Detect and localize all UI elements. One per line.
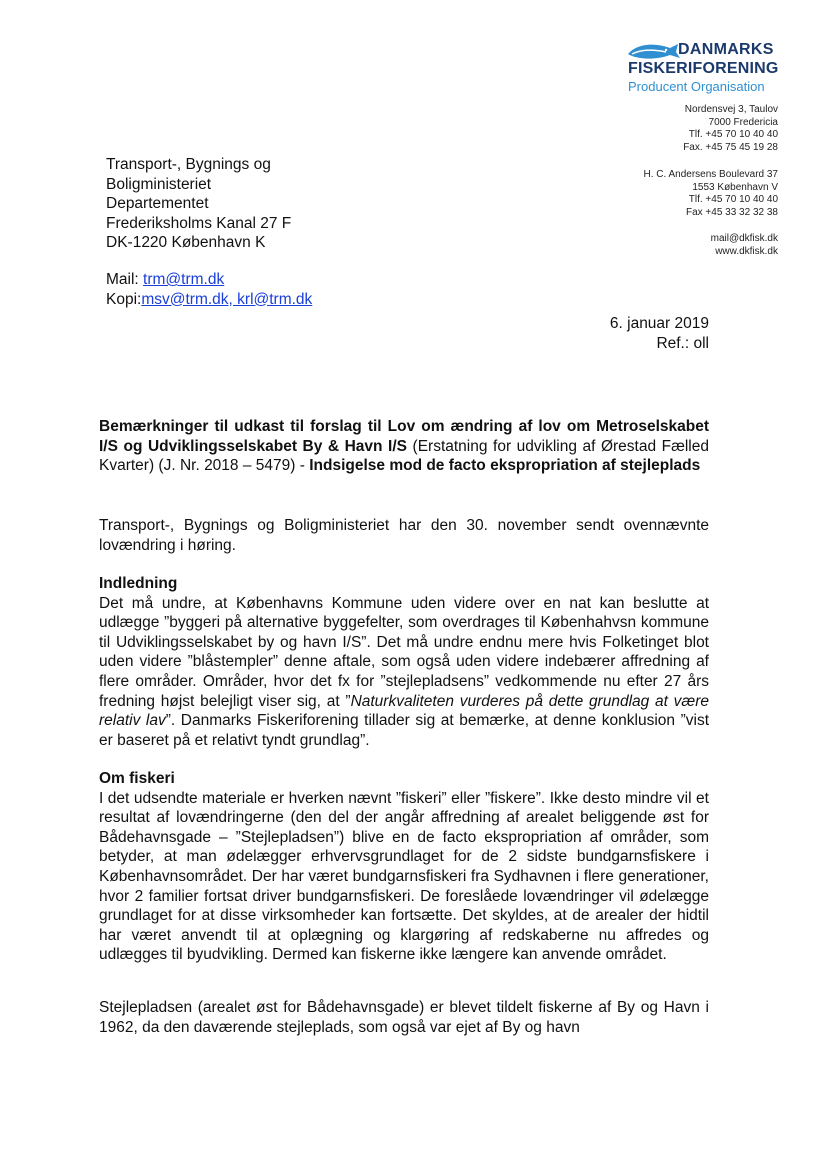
section-quote: Naturkvaliteten vurderes på dette grundlag at være relativ lav [99, 692, 709, 730]
paragraph-text: Stejlepladsen (arealet øst for Bådehavnsgade) er blevet tildelt fiskerne af By og Havn i 1962, da den daværende stejleplads, som også var ejet af By og havn [99, 999, 709, 1036]
recipient-line: Frederiksholms Kanal 27 F [106, 214, 292, 232]
subject-normal: (Erstatning for udvikling af Ørestad Fælled Kvarter) (J. Nr. 2018 – 5479) - [99, 437, 709, 475]
recipient-line: Boligministeriet [106, 175, 212, 193]
intro-paragraph [99, 516, 709, 555]
section-heading: Indledning [99, 575, 178, 592]
logo-text-line2: FISKERIFORENING [628, 60, 779, 77]
company-logo [626, 40, 786, 95]
mail-label: Mail: [106, 271, 144, 288]
recipient-address [106, 155, 291, 253]
mail-block [106, 270, 312, 309]
sender-address-fredericia [558, 104, 778, 154]
recipient-line: DK-1220 København K [106, 234, 266, 251]
address-line: Tlf. +45 70 10 40 40 [688, 194, 778, 205]
recipient-line: Transport-, Bygnings og [106, 156, 271, 173]
recipient-line: Departementet [106, 195, 209, 212]
stejleplads-paragraph [99, 998, 709, 1037]
intro-text: Transport-, Bygnings og Boligministeriet har den 30. november sendt ovennævnte lovændring i høring. [99, 517, 709, 554]
date-block [610, 314, 709, 353]
address-line: Fax. +45 75 45 19 28 [683, 141, 778, 153]
kopi-label: Kopi: [106, 290, 142, 308]
mail-link[interactable]: trm@trm.dk [143, 271, 225, 288]
address-line: H. C. Andersens Boulevard 37 [643, 169, 778, 180]
section-om-fiskeri [99, 769, 709, 965]
letter-ref: Ref.: oll [656, 334, 709, 352]
letter-date: 6. januar 2019 [609, 315, 709, 332]
logo-text-line3: Producent Organisation [628, 79, 765, 94]
section-indledning [99, 574, 709, 750]
sender-email: mail@dkfisk.dk [710, 233, 778, 244]
subject-bold-1: Bemærkninger til udkast til forslag til Lov om ændring af lov om Metroselskabet I/S og Udviklingsselskabet By & Havn I/S [99, 418, 709, 455]
address-line: 7000 Fredericia [708, 116, 778, 128]
sender-web [558, 233, 778, 258]
address-line: Tlf. +45 70 10 40 40 [688, 129, 778, 140]
sender-address-copenhagen [558, 169, 778, 219]
section-text: ”. Danmarks Fiskeriforening tillader sig at bemærke, at denne konklusion ”vist er baseret på et relativt tyndt grundlag”. [99, 712, 709, 749]
subject [99, 417, 709, 476]
kopi-link[interactable]: msv@trm.dk, krl@trm.dk [141, 290, 313, 308]
address-line: 1553 København V [692, 181, 778, 193]
sender-website: www.dkfisk.dk [715, 245, 778, 257]
subject-bold-2: Indsigelse mod de facto ekspropriation af stejleplads [309, 457, 701, 475]
logo-text-line1: DANMARKS [678, 41, 774, 58]
fish-logo-icon [626, 40, 682, 62]
section-text: Det må undre, at Københavns Kommune uden videre over en nat kan beslutte at udlægge ”byggeri på alternative byggefelter, som overdrages til Københahvsn kommune til Udviklingsselskabet by og havn I/S”. Det må undre endnu mere hvis Folketinget blot uden videre ”blåstempler” denne aftale, som også uden videre indebærer affredning af flere områder. Områder, hvor det fx for ”stejlepladsens” vedkommende nu efter 27 års fredning højst belejligt viser sig, at ” [99, 594, 709, 710]
section-text: I det udsendte materiale er hverken nævnt ”fiskeri” eller ”fiskere”. Ikke desto mindre vil et resultat af lovændringerne (den del der angår affredning af arealet beliggende øst for Bådehavnsgade – ”Stejlepladsen”) blive en de facto ekspropriation af områder, som betyder, at man ødelægger erhvervsgrundlaget for de 2 sidste bundgarnsfiskere i Københavnsområdet. Der har været bundgarnsfiskeri fra Sydhavnen i flere generationer, hvor 2 familier fortsat driver bundgarnsfiskeri. De foreslåede lovændringer vil ødelægge grundlaget for at disse virksomheder kan fortsætte. Det skyldes, at de arealer der hidtil har været anvendt til at oplægning og klargøring af redskaberne nu affredes og udlægges til byudvikling. Dermed kan fiskerne ikke længere kan anvende området. [99, 789, 709, 964]
section-heading: Om fiskeri [99, 770, 175, 787]
address-line: Fax +45 33 32 32 38 [685, 206, 778, 218]
address-line: Nordensvej 3, Taulov [684, 104, 778, 115]
